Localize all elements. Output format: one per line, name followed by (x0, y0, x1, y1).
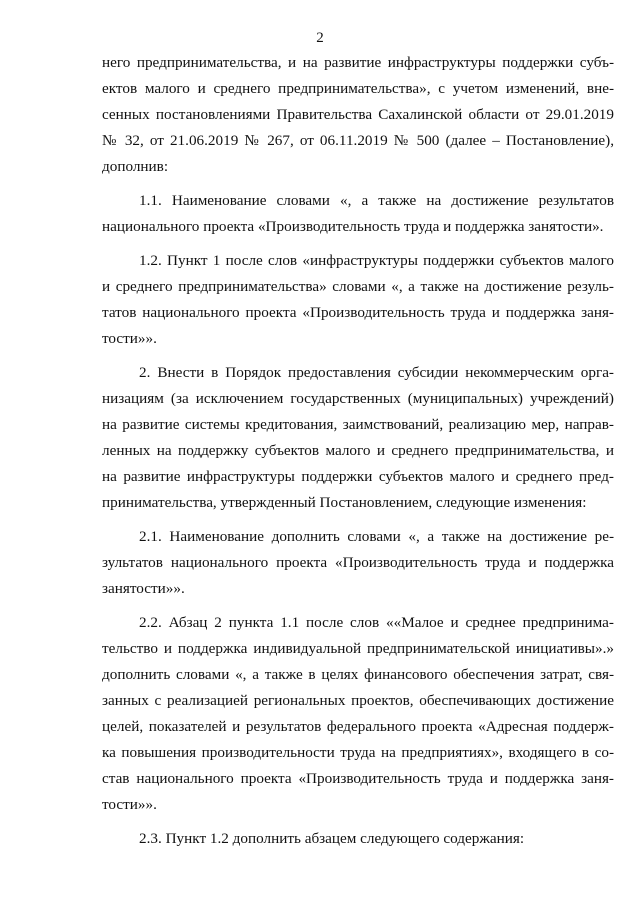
text-line: на развитие системы кредитования, заимствований, реализацию мер, направ- (102, 416, 614, 433)
text-line: и среднего предпринимательства» словами «, а также на достижение резуль- (102, 278, 614, 295)
text-line: низациям (за исключением государственных (муниципальных) учреждений) (102, 390, 614, 407)
text-line: целей, показателей и результатов федерального проекта «Адресная поддерж- (102, 718, 614, 735)
text-line: дополнив: (102, 158, 169, 175)
text-line: зультатов национального проекта «Производительность труда и поддержка (102, 554, 614, 571)
text-line: занятости»». (102, 580, 185, 597)
text-line: занных с реализацией региональных проектов, обеспечивающих достижение (102, 692, 614, 709)
document-body (102, 50, 614, 852)
text-line: ка повышения производительности труда на предприятиях», входящего в со- (102, 744, 614, 761)
text-line: татов национального проекта «Производительность труда и поддержка заня- (102, 304, 614, 321)
text-line: 1.2. Пункт 1 после слов «инфраструктуры поддержки субъектов малого (139, 252, 614, 269)
page-number: 2 (316, 30, 324, 46)
text-line: став национального проекта «Производительность труда и поддержка заня- (102, 770, 614, 787)
text-line: 2. Внести в Порядок предоставления субсидии некоммерческим орга- (139, 364, 614, 381)
text-line: на развитие инфраструктуры поддержки субъектов малого и среднего пред- (102, 468, 614, 485)
text-line: него предпринимательства, и на развитие инфраструктуры поддержки субъ- (102, 54, 614, 71)
text-line: 2.3. Пункт 1.2 дополнить абзацем следующего содержания: (139, 830, 525, 847)
text-line: № 32, от 21.06.2019 № 267, от 06.11.2019 № 500 (далее – Постановление), (102, 132, 614, 149)
text-line: 1.1. Наименование словами «, а также на достижение результатов (139, 192, 614, 209)
text-line: сенных постановлениями Правительства Сахалинской области от 29.01.2019 (102, 106, 614, 123)
text-line: ленных на поддержку субъектов малого и среднего предпринимательства, и (102, 442, 614, 459)
text-line: тельство и поддержка индивидуальной предпринимательской инициативы».» (102, 640, 614, 657)
text-line: ектов малого и среднего предпринимательства», с учетом изменений, вне- (102, 80, 614, 97)
text-line: тости»». (102, 330, 157, 347)
text-line: принимательства, утвержденный Постановлением, следующие изменения: (102, 494, 587, 511)
text-line: тости»». (102, 796, 157, 813)
text-line: 2.1. Наименование дополнить словами «, а также на достижение ре- (139, 528, 614, 545)
text-line: 2.2. Абзац 2 пункта 1.1 после слов ««Малое и среднее предпринима- (139, 614, 614, 631)
text-line: национального проекта «Производительность труда и поддержка занятости». (102, 218, 604, 235)
text-line: дополнить словами «, а также в целях финансового обеспечения затрат, свя- (102, 666, 614, 683)
